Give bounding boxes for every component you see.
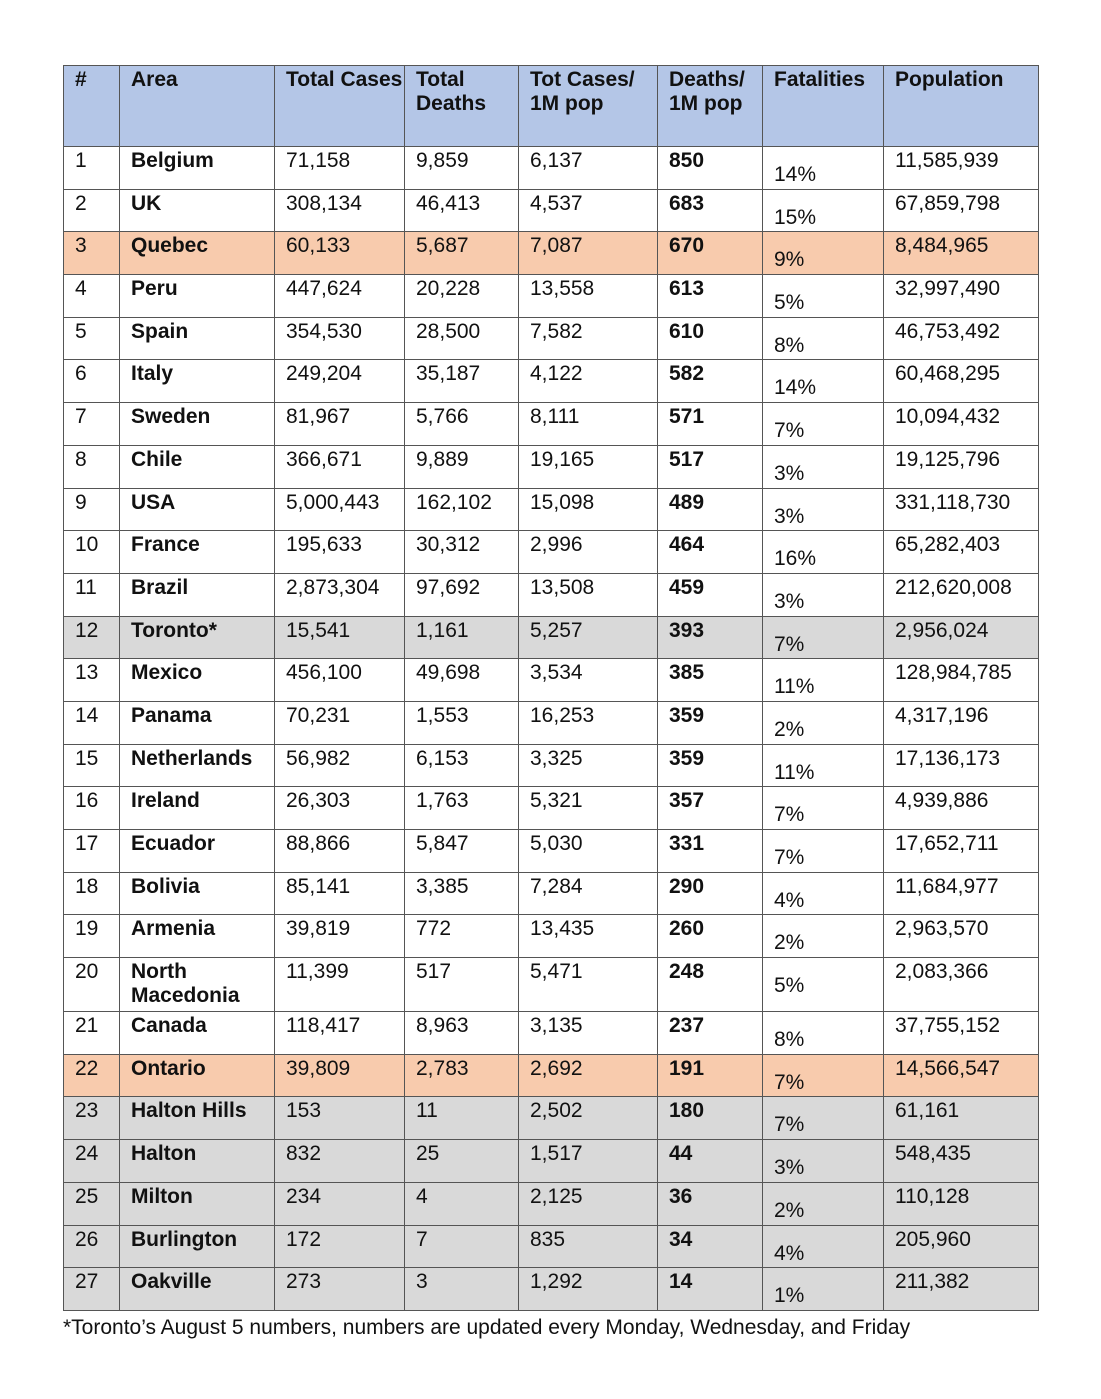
total-cases: 56,982 (275, 744, 405, 787)
header-population: Population (884, 66, 1039, 147)
total-cases: 5,000,443 (275, 488, 405, 531)
total-cases: 195,633 (275, 531, 405, 574)
population: 331,118,730 (884, 488, 1039, 531)
deaths-per-million: 237 (658, 1012, 763, 1055)
total-deaths: 1,553 (405, 701, 519, 744)
deaths-per-million: 850 (658, 147, 763, 190)
row-number: 25 (64, 1182, 120, 1225)
fatality-rate: 3% (763, 445, 884, 488)
deaths-per-million: 489 (658, 488, 763, 531)
total-deaths: 30,312 (405, 531, 519, 574)
table-row (64, 787, 1039, 830)
deaths-per-million: 610 (658, 317, 763, 360)
total-cases: 366,671 (275, 445, 405, 488)
total-cases: 11,399 (275, 958, 405, 1012)
total-cases: 39,809 (275, 1054, 405, 1097)
table-row (64, 360, 1039, 403)
header-total-deaths: Total Deaths (405, 66, 519, 147)
fatality-rate: 16% (763, 531, 884, 574)
table-row (64, 147, 1039, 190)
row-number: 2 (64, 189, 120, 232)
total-deaths: 3 (405, 1268, 519, 1311)
area-name: Toronto* (120, 616, 275, 659)
population: 19,125,796 (884, 445, 1039, 488)
fatality-rate: 5% (763, 958, 884, 1012)
deaths-per-million: 36 (658, 1182, 763, 1225)
cases-per-million: 7,087 (519, 232, 658, 275)
area-name: Oakville (120, 1268, 275, 1311)
total-cases: 15,541 (275, 616, 405, 659)
total-cases: 172 (275, 1225, 405, 1268)
row-number: 15 (64, 744, 120, 787)
table-row (64, 1268, 1039, 1311)
population: 37,755,152 (884, 1012, 1039, 1055)
deaths-per-million: 359 (658, 701, 763, 744)
fatality-rate: 4% (763, 872, 884, 915)
table-row (64, 830, 1039, 873)
population: 60,468,295 (884, 360, 1039, 403)
deaths-per-million: 260 (658, 915, 763, 958)
fatality-rate: 2% (763, 915, 884, 958)
total-cases: 39,819 (275, 915, 405, 958)
population: 46,753,492 (884, 317, 1039, 360)
population: 10,094,432 (884, 403, 1039, 446)
fatality-rate: 7% (763, 1054, 884, 1097)
row-number: 11 (64, 573, 120, 616)
population: 67,859,798 (884, 189, 1039, 232)
area-name: Belgium (120, 147, 275, 190)
header-number: # (64, 66, 120, 147)
deaths-per-million: 44 (658, 1140, 763, 1183)
row-number: 3 (64, 232, 120, 275)
row-number: 20 (64, 958, 120, 1012)
table-row (64, 531, 1039, 574)
fatality-rate: 1% (763, 1268, 884, 1311)
row-number: 22 (64, 1054, 120, 1097)
total-deaths: 2,783 (405, 1054, 519, 1097)
total-cases: 832 (275, 1140, 405, 1183)
fatality-rate: 3% (763, 573, 884, 616)
row-number: 21 (64, 1012, 120, 1055)
total-deaths: 11 (405, 1097, 519, 1140)
area-name: Netherlands (120, 744, 275, 787)
cases-per-million: 1,292 (519, 1268, 658, 1311)
total-deaths: 3,385 (405, 872, 519, 915)
row-number: 17 (64, 830, 120, 873)
population: 4,939,886 (884, 787, 1039, 830)
row-number: 10 (64, 531, 120, 574)
table-row (64, 744, 1039, 787)
fatality-rate: 9% (763, 232, 884, 275)
fatality-rate: 14% (763, 147, 884, 190)
fatality-rate: 7% (763, 830, 884, 873)
row-number: 1 (64, 147, 120, 190)
header-area: Area (120, 66, 275, 147)
fatality-rate: 8% (763, 1012, 884, 1055)
area-name: North Macedonia (120, 958, 275, 1012)
cases-per-million: 3,135 (519, 1012, 658, 1055)
total-cases: 249,204 (275, 360, 405, 403)
area-name: Brazil (120, 573, 275, 616)
total-cases: 273 (275, 1268, 405, 1311)
deaths-per-million: 180 (658, 1097, 763, 1140)
deaths-per-million: 517 (658, 445, 763, 488)
cases-per-million: 13,558 (519, 275, 658, 318)
area-name: Canada (120, 1012, 275, 1055)
row-number: 16 (64, 787, 120, 830)
area-name: Spain (120, 317, 275, 360)
cases-per-million: 7,284 (519, 872, 658, 915)
deaths-per-million: 248 (658, 958, 763, 1012)
total-cases: 85,141 (275, 872, 405, 915)
row-number: 9 (64, 488, 120, 531)
total-deaths: 9,859 (405, 147, 519, 190)
table-row (64, 1012, 1039, 1055)
population: 11,684,977 (884, 872, 1039, 915)
deaths-per-million: 359 (658, 744, 763, 787)
area-name: Ecuador (120, 830, 275, 873)
table-row (64, 232, 1039, 275)
area-name: Peru (120, 275, 275, 318)
deaths-per-million: 613 (658, 275, 763, 318)
table-row (64, 659, 1039, 702)
cases-per-million: 4,537 (519, 189, 658, 232)
total-deaths: 49,698 (405, 659, 519, 702)
fatality-rate: 4% (763, 1225, 884, 1268)
area-name: Italy (120, 360, 275, 403)
table-row (64, 445, 1039, 488)
area-name: France (120, 531, 275, 574)
cases-per-million: 8,111 (519, 403, 658, 446)
cases-per-million: 3,325 (519, 744, 658, 787)
table-row (64, 958, 1039, 1012)
population: 32,997,490 (884, 275, 1039, 318)
population: 8,484,965 (884, 232, 1039, 275)
population: 61,161 (884, 1097, 1039, 1140)
population: 4,317,196 (884, 701, 1039, 744)
cases-per-million: 5,257 (519, 616, 658, 659)
population: 2,956,024 (884, 616, 1039, 659)
population: 212,620,008 (884, 573, 1039, 616)
cases-per-million: 5,471 (519, 958, 658, 1012)
area-name: Armenia (120, 915, 275, 958)
row-number: 4 (64, 275, 120, 318)
table-row (64, 616, 1039, 659)
population: 211,382 (884, 1268, 1039, 1311)
deaths-per-million: 459 (658, 573, 763, 616)
table-row (64, 1054, 1039, 1097)
area-name: Ontario (120, 1054, 275, 1097)
deaths-per-million: 385 (658, 659, 763, 702)
cases-per-million: 2,692 (519, 1054, 658, 1097)
row-number: 27 (64, 1268, 120, 1311)
fatality-rate: 7% (763, 1097, 884, 1140)
cases-per-million: 5,321 (519, 787, 658, 830)
table-row (64, 1140, 1039, 1183)
table-row (64, 1225, 1039, 1268)
cases-per-million: 835 (519, 1225, 658, 1268)
row-number: 6 (64, 360, 120, 403)
total-deaths: 517 (405, 958, 519, 1012)
table-row (64, 872, 1039, 915)
population: 14,566,547 (884, 1054, 1039, 1097)
population: 65,282,403 (884, 531, 1039, 574)
header-row (64, 66, 1039, 147)
deaths-per-million: 670 (658, 232, 763, 275)
deaths-per-million: 331 (658, 830, 763, 873)
total-deaths: 25 (405, 1140, 519, 1183)
area-name: Sweden (120, 403, 275, 446)
cases-per-million: 3,534 (519, 659, 658, 702)
cases-per-million: 2,996 (519, 531, 658, 574)
total-deaths: 772 (405, 915, 519, 958)
fatality-rate: 2% (763, 1182, 884, 1225)
row-number: 23 (64, 1097, 120, 1140)
population: 205,960 (884, 1225, 1039, 1268)
population: 110,128 (884, 1182, 1039, 1225)
table-body (64, 147, 1039, 1311)
population: 128,984,785 (884, 659, 1039, 702)
footnote: *Toronto’s August 5 numbers, numbers are updated every Monday, Wednesday, and Friday (63, 1316, 911, 1339)
header-total-cases: Total Cases (275, 66, 405, 147)
fatality-rate: 15% (763, 189, 884, 232)
covid-deaths-table (63, 65, 1039, 1311)
total-cases: 60,133 (275, 232, 405, 275)
cases-per-million: 2,502 (519, 1097, 658, 1140)
fatality-rate: 11% (763, 659, 884, 702)
cases-per-million: 7,582 (519, 317, 658, 360)
area-name: Mexico (120, 659, 275, 702)
fatality-rate: 7% (763, 403, 884, 446)
row-number: 24 (64, 1140, 120, 1183)
fatality-rate: 2% (763, 701, 884, 744)
table-row (64, 915, 1039, 958)
table-row (64, 275, 1039, 318)
cases-per-million: 1,517 (519, 1140, 658, 1183)
cases-per-million: 5,030 (519, 830, 658, 873)
total-deaths: 5,687 (405, 232, 519, 275)
total-deaths: 162,102 (405, 488, 519, 531)
header-deaths-per-million: Deaths/ 1M pop (658, 66, 763, 147)
row-number: 18 (64, 872, 120, 915)
table-row (64, 1097, 1039, 1140)
cases-per-million: 6,137 (519, 147, 658, 190)
deaths-per-million: 191 (658, 1054, 763, 1097)
deaths-per-million: 393 (658, 616, 763, 659)
table-row (64, 488, 1039, 531)
table-row (64, 573, 1039, 616)
row-number: 5 (64, 317, 120, 360)
cases-per-million: 15,098 (519, 488, 658, 531)
table-row (64, 403, 1039, 446)
fatality-rate: 8% (763, 317, 884, 360)
area-name: Ireland (120, 787, 275, 830)
total-cases: 308,134 (275, 189, 405, 232)
total-cases: 26,303 (275, 787, 405, 830)
table-row (64, 317, 1039, 360)
deaths-per-million: 34 (658, 1225, 763, 1268)
row-number: 13 (64, 659, 120, 702)
cases-per-million: 13,435 (519, 915, 658, 958)
header-cases-per-million: Tot Cases/ 1M pop (519, 66, 658, 147)
area-name: Halton Hills (120, 1097, 275, 1140)
total-deaths: 7 (405, 1225, 519, 1268)
cases-per-million: 13,508 (519, 573, 658, 616)
area-name: Quebec (120, 232, 275, 275)
area-name: USA (120, 488, 275, 531)
total-cases: 71,158 (275, 147, 405, 190)
table-row (64, 1182, 1039, 1225)
total-deaths: 4 (405, 1182, 519, 1225)
total-cases: 153 (275, 1097, 405, 1140)
row-number: 19 (64, 915, 120, 958)
fatality-rate: 7% (763, 787, 884, 830)
population: 17,652,711 (884, 830, 1039, 873)
fatality-rate: 7% (763, 616, 884, 659)
total-deaths: 20,228 (405, 275, 519, 318)
cases-per-million: 16,253 (519, 701, 658, 744)
total-deaths: 6,153 (405, 744, 519, 787)
total-cases: 81,967 (275, 403, 405, 446)
total-deaths: 1,161 (405, 616, 519, 659)
total-deaths: 35,187 (405, 360, 519, 403)
area-name: Panama (120, 701, 275, 744)
total-deaths: 9,889 (405, 445, 519, 488)
area-name: Milton (120, 1182, 275, 1225)
row-number: 26 (64, 1225, 120, 1268)
row-number: 12 (64, 616, 120, 659)
area-name: Chile (120, 445, 275, 488)
deaths-per-million: 290 (658, 872, 763, 915)
total-cases: 447,624 (275, 275, 405, 318)
cases-per-million: 2,125 (519, 1182, 658, 1225)
population: 548,435 (884, 1140, 1039, 1183)
row-number: 14 (64, 701, 120, 744)
population: 11,585,939 (884, 147, 1039, 190)
fatality-rate: 11% (763, 744, 884, 787)
area-name: Burlington (120, 1225, 275, 1268)
table-row (64, 701, 1039, 744)
total-deaths: 5,766 (405, 403, 519, 446)
population: 2,963,570 (884, 915, 1039, 958)
total-deaths: 28,500 (405, 317, 519, 360)
total-deaths: 8,963 (405, 1012, 519, 1055)
population: 2,083,366 (884, 958, 1039, 1012)
area-name: Bolivia (120, 872, 275, 915)
total-deaths: 1,763 (405, 787, 519, 830)
area-name: UK (120, 189, 275, 232)
fatality-rate: 3% (763, 1140, 884, 1183)
fatality-rate: 3% (763, 488, 884, 531)
fatality-rate: 14% (763, 360, 884, 403)
deaths-per-million: 571 (658, 403, 763, 446)
total-cases: 456,100 (275, 659, 405, 702)
population: 17,136,173 (884, 744, 1039, 787)
total-cases: 234 (275, 1182, 405, 1225)
header-fatalities: Fatalities (763, 66, 884, 147)
total-deaths: 46,413 (405, 189, 519, 232)
fatality-rate: 5% (763, 275, 884, 318)
deaths-per-million: 582 (658, 360, 763, 403)
row-number: 7 (64, 403, 120, 446)
total-cases: 88,866 (275, 830, 405, 873)
deaths-per-million: 464 (658, 531, 763, 574)
table-row (64, 189, 1039, 232)
deaths-per-million: 14 (658, 1268, 763, 1311)
total-deaths: 5,847 (405, 830, 519, 873)
cases-per-million: 19,165 (519, 445, 658, 488)
total-deaths: 97,692 (405, 573, 519, 616)
cases-per-million: 4,122 (519, 360, 658, 403)
total-cases: 118,417 (275, 1012, 405, 1055)
total-cases: 70,231 (275, 701, 405, 744)
row-number: 8 (64, 445, 120, 488)
area-name: Halton (120, 1140, 275, 1183)
deaths-per-million: 683 (658, 189, 763, 232)
total-cases: 354,530 (275, 317, 405, 360)
total-cases: 2,873,304 (275, 573, 405, 616)
deaths-per-million: 357 (658, 787, 763, 830)
